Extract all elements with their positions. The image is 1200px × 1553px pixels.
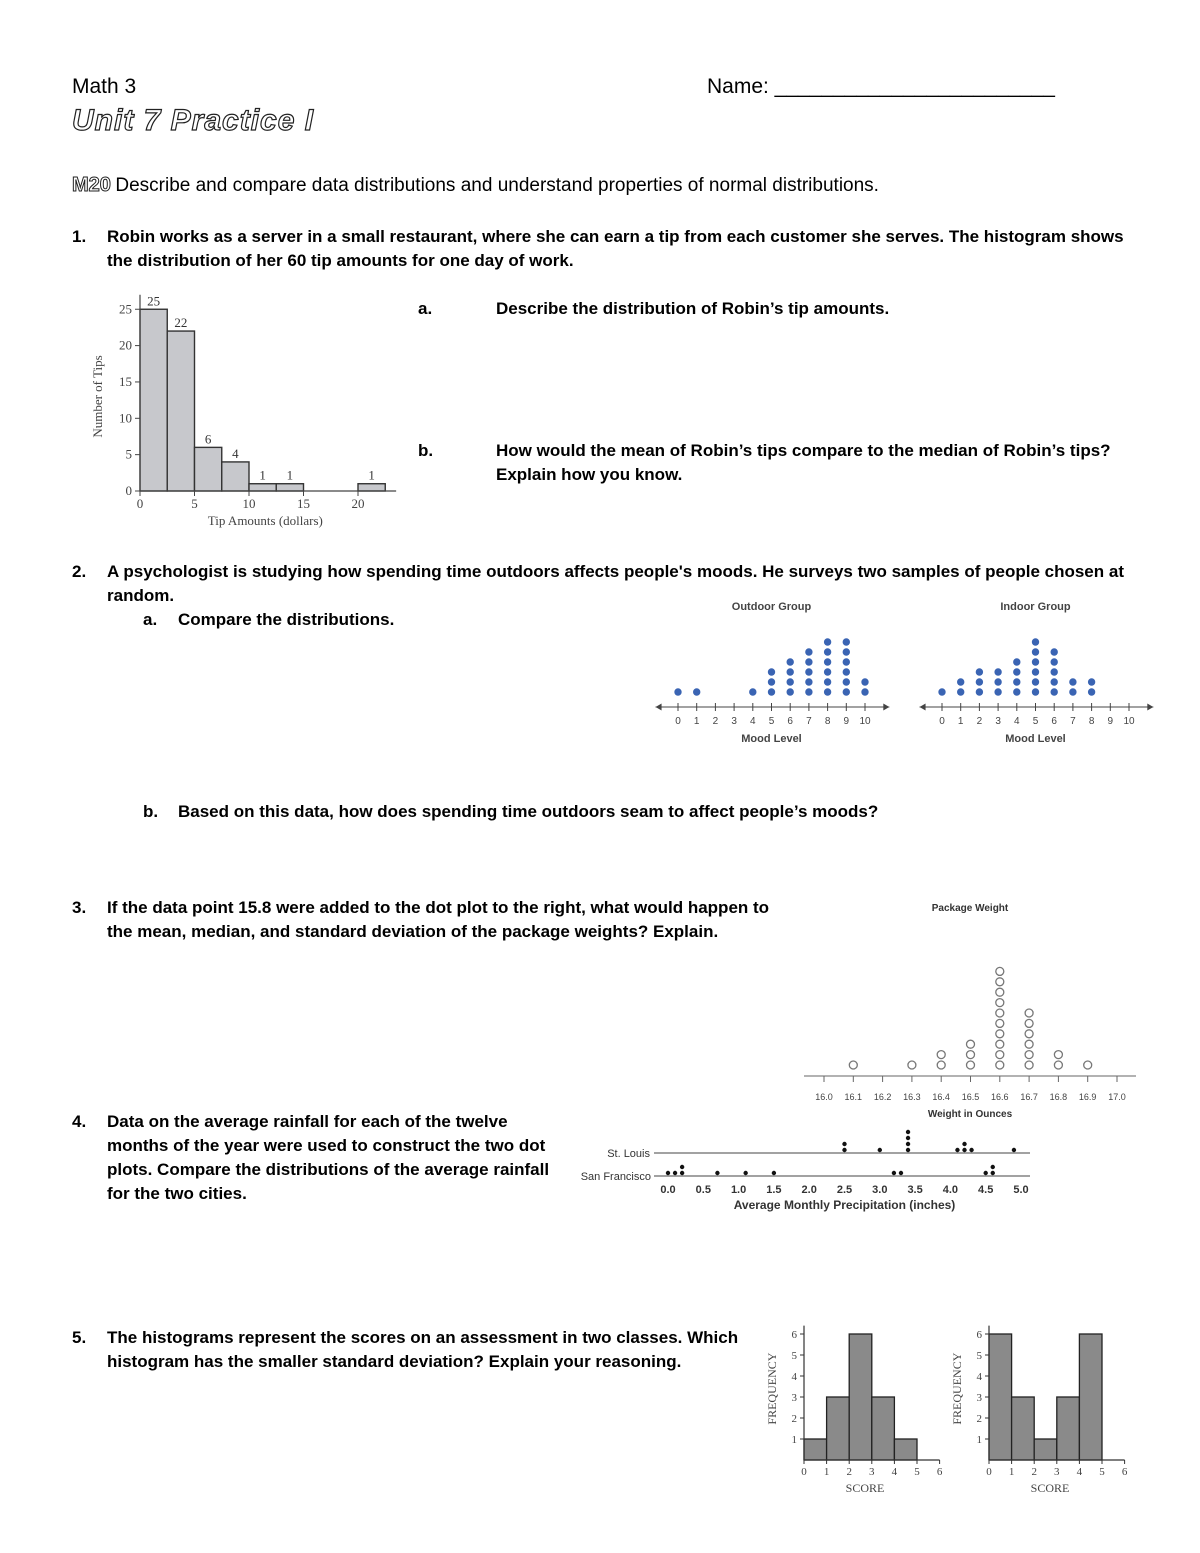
y-axis-label: Number of Tips (90, 355, 105, 438)
histogram-bar (1012, 1397, 1035, 1460)
data-dot (991, 1171, 995, 1175)
x-tick-label: 15 (297, 496, 310, 511)
data-dot (996, 999, 1004, 1007)
x-tick-label: 10 (859, 716, 871, 727)
data-dot (1051, 678, 1058, 685)
q3-line2: the mean, median, and standard deviation of the package weights? Explain. (107, 922, 719, 941)
q2b-label: b. (143, 802, 159, 821)
data-dot (824, 688, 831, 695)
x-tick-label: 3 (1054, 1466, 1060, 1478)
arrow-left-icon (656, 704, 662, 711)
data-dot (1032, 678, 1039, 685)
x-tick-label: 2 (846, 1466, 852, 1478)
data-dot (1088, 678, 1095, 685)
x-tick-label: 16.0 (815, 1092, 833, 1102)
q2-line2: random. (107, 586, 175, 605)
x-tick-label: 0 (801, 1466, 807, 1478)
data-dot (967, 1061, 975, 1069)
name-field-label: Name: ________________________ (707, 75, 1055, 98)
data-dot (899, 1171, 903, 1175)
data-dot (996, 1051, 1004, 1059)
data-dot (1025, 1061, 1033, 1069)
x-axis-label: SCORE (845, 1481, 885, 1495)
y-tick-label: 3 (976, 1392, 982, 1404)
data-dot (1054, 1061, 1062, 1069)
x-axis-label: Mood Level (1005, 733, 1066, 745)
x-tick-label: 16.2 (873, 1092, 892, 1102)
standard-line (72, 174, 879, 197)
y-tick-label: 20 (119, 337, 132, 353)
x-tick-label: 1 (1008, 1466, 1015, 1478)
arrow-left-icon (920, 704, 926, 711)
data-dot (994, 678, 1001, 685)
data-dot (906, 1130, 910, 1134)
data-dot (996, 1061, 1004, 1069)
data-dot (1013, 668, 1020, 675)
data-dot (1025, 1051, 1033, 1059)
q4-line4: for the two cities. (107, 1184, 247, 1203)
data-dot (824, 678, 831, 685)
histogram-bar (849, 1334, 872, 1460)
data-dot (843, 658, 850, 665)
x-tick-label: 16.1 (844, 1092, 863, 1102)
x-tick-label: 16.7 (1020, 1092, 1038, 1102)
data-dot (1051, 668, 1058, 675)
q5-line2: histogram has the smaller standard deviation? Explain your reasoning. (107, 1352, 682, 1371)
data-dot (1025, 1030, 1033, 1038)
q4-number: 4. (72, 1112, 87, 1131)
data-dot (1032, 648, 1039, 655)
data-dot (749, 688, 756, 695)
x-tick-label: 16.3 (903, 1092, 921, 1102)
data-dot (843, 638, 850, 645)
x-tick-label: 7 (1070, 716, 1076, 727)
data-dot (908, 1061, 916, 1069)
data-dot (1013, 658, 1020, 665)
data-dot (674, 688, 681, 695)
x-tick-label: 1 (693, 716, 700, 727)
data-dot (1025, 1040, 1033, 1048)
data-dot (805, 668, 812, 675)
data-dot (824, 658, 831, 665)
x-tick-label: 10 (1123, 716, 1135, 727)
data-dot (962, 1148, 966, 1152)
bar-data-label: 25 (147, 293, 161, 309)
data-dot (996, 978, 1004, 986)
data-dot (955, 1148, 959, 1152)
data-dot (787, 658, 794, 665)
data-dot (996, 1040, 1004, 1048)
data-dot (680, 1165, 684, 1169)
x-tick-label: 6 (787, 716, 793, 727)
data-dot (1051, 648, 1058, 655)
data-dot (768, 678, 775, 685)
x-axis-label: Tip Amounts (dollars) (207, 513, 323, 528)
x-tick-label: 16.4 (932, 1092, 950, 1102)
x-tick-label: 3 (995, 716, 1001, 727)
data-dot (969, 1148, 973, 1152)
data-dot (1012, 1148, 1016, 1152)
data-dot (666, 1171, 670, 1175)
x-tick-label: 7 (806, 716, 812, 727)
x-axis-label: Weight in Ounces (927, 1109, 1013, 1120)
bar-data-label: 6 (204, 431, 212, 447)
data-dot (1032, 638, 1039, 645)
x-tick-label: 0 (986, 1466, 992, 1478)
y-tick-label: 15 (119, 373, 132, 389)
x-tick-label: 0 (136, 496, 144, 511)
histogram-bar (222, 462, 249, 491)
data-dot (991, 1165, 995, 1169)
data-dot (994, 668, 1001, 675)
q1-line2: the distribution of her 60 tip amounts for one day of work. (107, 251, 574, 270)
x-tick-label: 0.0 (660, 1184, 676, 1196)
q3-line1: If the data point 15.8 were added to the dot plot to the right, what would happen to (107, 898, 770, 917)
data-dot (842, 1142, 846, 1146)
x-tick-label: 1 (823, 1466, 830, 1478)
q1b-line2: Explain how you know. (496, 465, 683, 484)
q2-number: 2. (72, 562, 87, 581)
q1b-label: b. (418, 441, 434, 460)
y-tick-label: 5 (976, 1350, 982, 1362)
data-dot (843, 688, 850, 695)
x-tick-label: 3.0 (872, 1184, 888, 1196)
x-tick-label: 5 (1032, 716, 1039, 727)
histogram-bar (140, 309, 167, 491)
y-tick-label: 1 (976, 1434, 982, 1446)
arrow-right-icon (883, 704, 889, 711)
series-label: San Francisco (580, 1171, 651, 1183)
data-dot (1013, 688, 1020, 695)
data-dot (996, 988, 1004, 996)
package-weight-dot-plot (800, 896, 1140, 1124)
data-dot (937, 1051, 945, 1059)
x-tick-label: 2.5 (836, 1184, 853, 1196)
x-tick-label: 9 (1107, 716, 1114, 727)
q1a-text: Describe the distribution of Robin’s tip amounts. (496, 299, 890, 318)
bar-data-label: 22 (174, 315, 188, 331)
data-dot (996, 967, 1004, 975)
data-dot (715, 1171, 719, 1175)
x-tick-label: 4.5 (978, 1184, 994, 1196)
q2a-label: a. (143, 610, 158, 629)
q1-number: 1. (72, 227, 87, 246)
rainfall-dot-plots (572, 1120, 1042, 1215)
data-dot (787, 668, 794, 675)
data-dot (1069, 678, 1076, 685)
data-dot (849, 1061, 857, 1069)
data-dot (906, 1136, 910, 1140)
data-dot (861, 688, 868, 695)
data-dot (843, 648, 850, 655)
q3-number: 3. (72, 898, 87, 917)
x-tick-label: 3 (731, 716, 737, 727)
y-tick-label: 4 (976, 1371, 982, 1383)
x-tick-label: 0 (939, 716, 945, 727)
data-dot (1084, 1061, 1092, 1069)
y-tick-label: 6 (976, 1329, 982, 1341)
y-tick-label: 1 (791, 1434, 797, 1446)
data-dot (1025, 1009, 1033, 1017)
worksheet-title: Unit 7 Practice I (72, 104, 315, 137)
x-tick-label: 8 (824, 716, 831, 727)
histogram-bar (195, 447, 222, 491)
data-dot (843, 668, 850, 675)
arrow-right-icon (1147, 704, 1153, 711)
data-dot (1051, 658, 1058, 665)
data-dot (938, 688, 945, 695)
data-dot (743, 1171, 747, 1175)
y-axis-label: FREQUENCY (765, 1352, 779, 1425)
x-tick-label: 0 (675, 716, 681, 727)
data-dot (996, 1030, 1004, 1038)
q5-number: 5. (72, 1328, 87, 1347)
data-dot (962, 1142, 966, 1146)
data-dot (906, 1142, 910, 1146)
y-axis-label: FREQUENCY (950, 1352, 964, 1425)
bar-data-label: 4 (232, 445, 239, 461)
chart-title: Package Weight (931, 903, 1009, 914)
x-tick-label: 8 (1088, 716, 1095, 727)
q4-line2: months of the year were used to construct the two dot (107, 1136, 546, 1155)
data-dot (787, 678, 794, 685)
x-tick-label: 0.5 (695, 1184, 711, 1196)
data-dot (1088, 688, 1095, 695)
tip-histogram (80, 282, 410, 534)
data-dot (824, 648, 831, 655)
q2-line1: A psychologist is studying how spending time outdoors affects people's moods. He surveys two samples of people chosen at (107, 562, 1124, 581)
histogram-bar (989, 1334, 1012, 1460)
y-tick-label: 5 (125, 446, 132, 462)
data-dot (967, 1040, 975, 1048)
data-dot (1013, 678, 1020, 685)
histogram-bar (1079, 1334, 1102, 1460)
dot-plot-title: Indoor Group (1000, 601, 1071, 613)
x-tick-label: 16.8 (1049, 1092, 1068, 1102)
y-tick-label: 0 (125, 483, 132, 498)
x-tick-label: 9 (843, 716, 850, 727)
x-tick-label: 6 (1051, 716, 1057, 727)
y-tick-label: 3 (791, 1392, 797, 1404)
data-dot (805, 658, 812, 665)
data-dot (772, 1171, 776, 1175)
y-tick-label: 6 (791, 1329, 797, 1341)
x-tick-label: 4 (1014, 716, 1020, 727)
data-dot (984, 1171, 988, 1175)
q5-line1: The histograms represent the scores on an assessment in two classes. Which (107, 1328, 739, 1347)
q2b-text: Based on this data, how does spending time outdoors seam to affect people’s moods? (178, 802, 879, 821)
series-label: St. Louis (607, 1148, 650, 1160)
bar-data-label: 1 (259, 467, 266, 483)
data-dot (842, 1148, 846, 1152)
data-dot (996, 1019, 1004, 1027)
data-dot (957, 678, 964, 685)
q1b-line1: How would the mean of Robin’s tips compare to the median of Robin’s tips? (496, 441, 1111, 460)
x-tick-label: 4 (1076, 1466, 1083, 1478)
x-axis-label: Mood Level (741, 733, 802, 745)
data-dot (768, 668, 775, 675)
data-dot (787, 688, 794, 695)
data-dot (824, 668, 831, 675)
x-tick-label: 1.0 (730, 1184, 747, 1196)
x-tick-label: 16.6 (991, 1092, 1009, 1102)
data-dot (967, 1051, 975, 1059)
data-dot (892, 1171, 896, 1175)
data-dot (824, 638, 831, 645)
data-dot (805, 688, 812, 695)
x-tick-label: 2 (1031, 1466, 1037, 1478)
x-tick-label: 5 (914, 1466, 920, 1478)
x-tick-label: 6 (1121, 1466, 1128, 1478)
data-dot (680, 1171, 684, 1175)
histogram-bar (276, 484, 303, 491)
x-tick-label: 1 (957, 716, 964, 727)
y-tick-label: 10 (119, 410, 132, 426)
q2a-text: Compare the distributions. (178, 610, 395, 629)
data-dot (957, 688, 964, 695)
histogram-bar (894, 1439, 917, 1460)
data-dot (1051, 688, 1058, 695)
x-tick-label: 2.0 (801, 1184, 817, 1196)
x-axis-label: SCORE (1030, 1481, 1070, 1495)
standard-code: M20 (72, 174, 111, 196)
histogram-bar (1057, 1397, 1080, 1460)
course-title: Math 3 (72, 75, 137, 98)
x-tick-label: 5 (1099, 1466, 1105, 1478)
x-tick-label: 4 (891, 1466, 898, 1478)
q1a-label: a. (418, 299, 433, 318)
data-dot (976, 678, 983, 685)
data-dot (1032, 688, 1039, 695)
standard-text: Describe and compare data distributions and understand properties of normal distributions. (115, 175, 879, 196)
x-tick-label: 5 (768, 716, 775, 727)
x-tick-label: 16.9 (1078, 1092, 1097, 1102)
data-dot (693, 688, 700, 695)
bar-data-label: 1 (368, 467, 375, 483)
x-tick-label: 6 (936, 1466, 943, 1478)
data-dot (994, 688, 1001, 695)
y-tick-label: 5 (791, 1350, 797, 1362)
data-dot (1054, 1051, 1062, 1059)
x-tick-label: 5 (191, 496, 198, 511)
data-dot (996, 1009, 1004, 1017)
x-tick-label: 17.0 (1108, 1092, 1126, 1102)
data-dot (906, 1148, 910, 1152)
data-dot (768, 688, 775, 695)
x-tick-label: 5.0 (1013, 1184, 1029, 1196)
y-tick-label: 2 (976, 1413, 982, 1425)
x-tick-label: 10 (242, 496, 256, 511)
data-dot (861, 678, 868, 685)
x-tick-label: 3.5 (907, 1184, 923, 1196)
data-dot (805, 678, 812, 685)
histogram-bar (1034, 1439, 1057, 1460)
x-tick-label: 16.5 (961, 1092, 980, 1102)
histogram-bar (804, 1439, 827, 1460)
q1-line1: Robin works as a server in a small restaurant, where she can earn a tip from each customer she serves. The histogram shows (107, 227, 1124, 246)
x-tick-label: 3 (869, 1466, 875, 1478)
x-tick-label: 2 (712, 716, 719, 727)
histogram-bar (167, 331, 194, 491)
data-dot (976, 688, 983, 695)
data-dot (878, 1148, 882, 1152)
data-dot (843, 678, 850, 685)
y-tick-label: 2 (791, 1413, 797, 1425)
histogram-bar (249, 484, 276, 491)
y-tick-label: 4 (791, 1371, 797, 1383)
q4-line1: Data on the average rainfall for each of the twelve (107, 1112, 508, 1131)
x-tick-label: 4 (750, 716, 756, 727)
x-tick-label: 1.5 (766, 1184, 782, 1196)
y-tick-label: 25 (119, 301, 132, 317)
data-dot (1032, 658, 1039, 665)
x-tick-label: 2 (976, 716, 983, 727)
bar-data-label: 1 (286, 467, 294, 483)
data-dot (673, 1171, 677, 1175)
score-histograms (758, 1318, 1138, 1500)
histogram-bar (872, 1397, 895, 1460)
data-dot (976, 668, 983, 675)
x-axis-label: Average Monthly Precipitation (inches) (733, 1198, 956, 1212)
histogram-bar (358, 484, 385, 491)
x-tick-label: 20 (351, 496, 365, 511)
x-tick-label: 4.0 (942, 1184, 959, 1196)
data-dot (805, 648, 812, 655)
data-dot (1069, 688, 1076, 695)
data-dot (1025, 1019, 1033, 1027)
dot-plot-title: Outdoor Group (731, 601, 812, 613)
data-dot (1032, 668, 1039, 675)
q4-line3: plots. Compare the distributions of the average rainfall (107, 1160, 550, 1179)
data-dot (937, 1061, 945, 1069)
histogram-bar (827, 1397, 850, 1460)
mood-dot-plots (648, 594, 1164, 754)
